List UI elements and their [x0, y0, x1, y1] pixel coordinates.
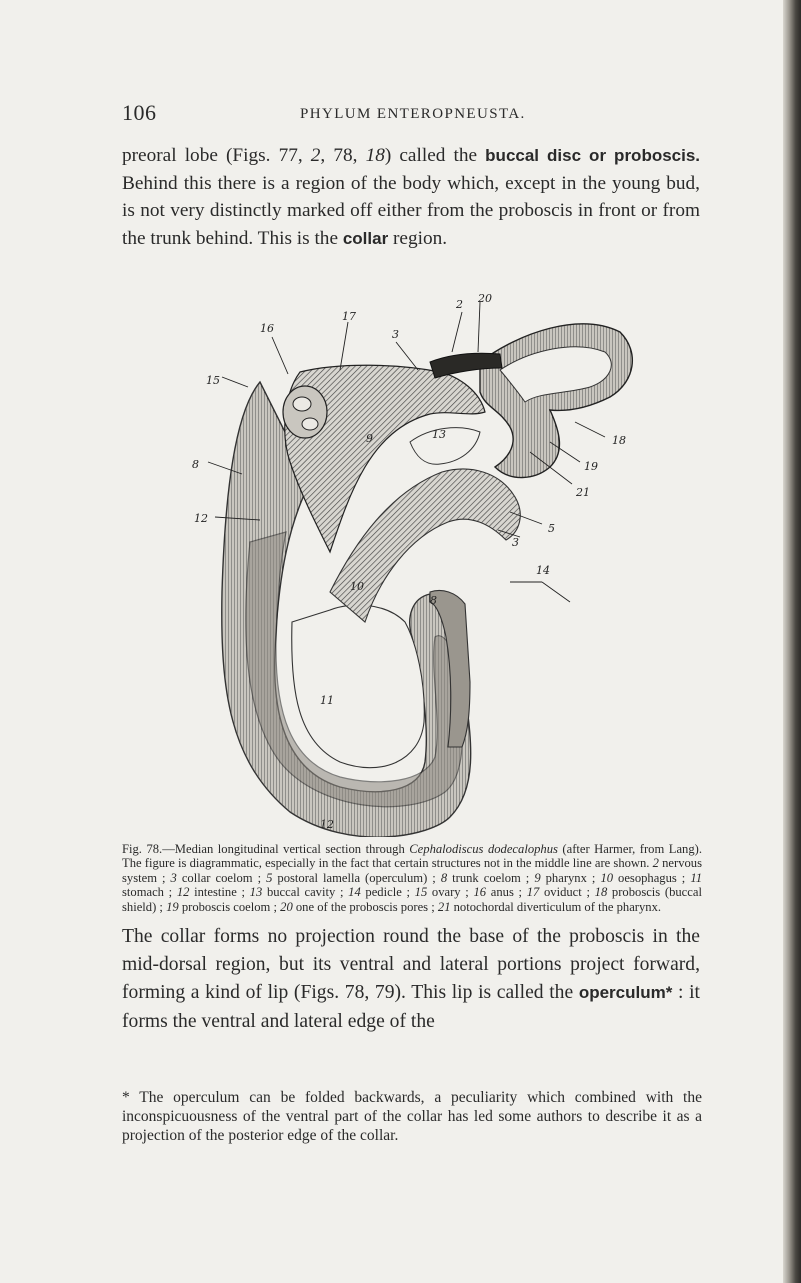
text-run: The collar forms no projection round the base of the proboscis in the mid-dorsal region, but its ventral and lateral portions project forward, forming a kind of lip (Figs. 78, 79). This lip is called the — [122, 926, 700, 1004]
legend-number: 15 — [414, 885, 428, 900]
legend-text: stomach ; — [122, 885, 173, 900]
term-collar: collar — [342, 228, 389, 248]
label-9: 9 — [366, 432, 373, 445]
legend-number: 12 — [176, 885, 190, 900]
legend-number: 9 — [534, 870, 541, 885]
label-3: 3 — [512, 536, 519, 549]
paragraph-preoral-lobe — [122, 142, 700, 252]
legend-text: oviduct ; — [539, 885, 590, 900]
legend-text: pedicle ; — [360, 885, 410, 900]
label-17: 17 — [342, 310, 356, 323]
legend-number: 3 — [170, 870, 177, 885]
legend-number: 18 — [594, 885, 608, 900]
legend-number: 10 — [600, 870, 614, 885]
label-3: 3 — [392, 328, 399, 341]
fig-ref: 2 — [310, 145, 321, 166]
ovary — [283, 386, 327, 438]
legend-text: ovary ; — [427, 885, 469, 900]
label-18: 18 — [612, 434, 626, 447]
label-8: 8 — [192, 458, 199, 471]
legend-text: proboscis coelom ; — [178, 899, 277, 914]
label-2: 2 — [456, 298, 463, 311]
text-run: : it forms the ventral and lateral edge of the — [122, 982, 701, 1032]
legend-text: buccal cavity ; — [262, 885, 344, 900]
legend-text: collar coelom ; — [176, 870, 262, 885]
caption-prefix: Fig. 78.—Median longitudinal vertical section through — [122, 842, 410, 856]
ovum — [293, 397, 311, 411]
label-5: 5 — [548, 522, 555, 535]
label-16: 16 — [260, 322, 274, 335]
legend-number: 16 — [473, 885, 487, 900]
page-number: 106 — [122, 100, 157, 125]
term-buccal-disc: buccal disc or proboscis. — [485, 146, 701, 165]
paragraph-operculum — [122, 923, 700, 1036]
text-run: Behind this there is a region of the body which, except in the young bud, is not very distinctly marked off either from the proboscis in front or from the trunk behind. This is the — [122, 172, 700, 249]
label-15: 15 — [206, 374, 220, 387]
label-20: 20 — [478, 292, 492, 305]
footnote — [122, 1088, 702, 1145]
legend-text: pharynx ; — [540, 870, 596, 885]
legend-text: anus ; — [486, 885, 523, 900]
legend-number: 20 — [280, 899, 293, 914]
running-head: PHYLUM ENTEROPNEUSTA. — [300, 106, 526, 122]
caption-rest: (after Harmer, from Lang). The figure is diagrammatic, especially in the fact that certain structures not in the middle line are shown. — [122, 842, 702, 871]
text-run: preoral lobe (Figs. 77, — [122, 145, 311, 166]
legend-number: 8 — [440, 870, 448, 885]
label-13: 13 — [432, 428, 446, 441]
legend-number: 21 — [437, 899, 451, 914]
proboscis — [480, 324, 632, 478]
ovum — [302, 418, 318, 430]
label-11: 11 — [320, 694, 334, 707]
legend-text: proboscis (buccal shield) ; — [122, 885, 702, 914]
figure-78-section-diagram — [180, 292, 640, 837]
caption-genus: Cephalodiscus dodecalophus — [409, 842, 558, 856]
figure-caption — [122, 842, 702, 914]
text-run: region. — [388, 227, 448, 249]
label-14: 14 — [536, 564, 550, 577]
legend-text: oesophagus ; — [613, 870, 686, 885]
legend-text: one of the proboscis pores ; — [292, 899, 435, 914]
legend-number: 19 — [166, 899, 179, 914]
footnote-marker: * — [122, 1089, 130, 1106]
page-edge — [783, 0, 801, 1283]
page-header — [122, 100, 742, 132]
label-19: 19 — [584, 460, 598, 473]
label-8: 8 — [430, 594, 437, 607]
legend-text: trunk coelom ; — [447, 870, 530, 885]
legend-number: 2 — [652, 856, 659, 871]
text-run: ) called the — [384, 145, 486, 166]
label-12: 12 — [194, 512, 208, 525]
section-drawing — [180, 292, 640, 837]
legend-number: 11 — [690, 870, 702, 885]
label-12: 12 — [320, 818, 334, 831]
legend-number: 5 — [266, 870, 273, 885]
label-10: 10 — [350, 580, 364, 593]
legend-number: 13 — [249, 885, 263, 900]
legend-text: notochordal diverticulum of the pharynx. — [450, 899, 662, 914]
footnote-text: The operculum can be folded backwards, a peculiarity which combined with the inconspicuousness of the ventral part of the collar has led some authors to describe it as a projection of the posterior edge of the collar. — [122, 1089, 702, 1144]
legend-number: 14 — [348, 885, 361, 900]
fig-ref: 18 — [365, 145, 385, 166]
stomach — [292, 605, 425, 768]
text-run: , 78, — [320, 145, 366, 166]
legend-text: postoral lamella (operculum) ; — [272, 870, 436, 885]
term-operculum: operculum* — [578, 983, 673, 1003]
legend-text: nervous system ; — [122, 856, 703, 885]
label-21: 21 — [576, 486, 590, 499]
legend-number: 17 — [526, 885, 540, 900]
legend-text: intestine ; — [189, 885, 245, 900]
